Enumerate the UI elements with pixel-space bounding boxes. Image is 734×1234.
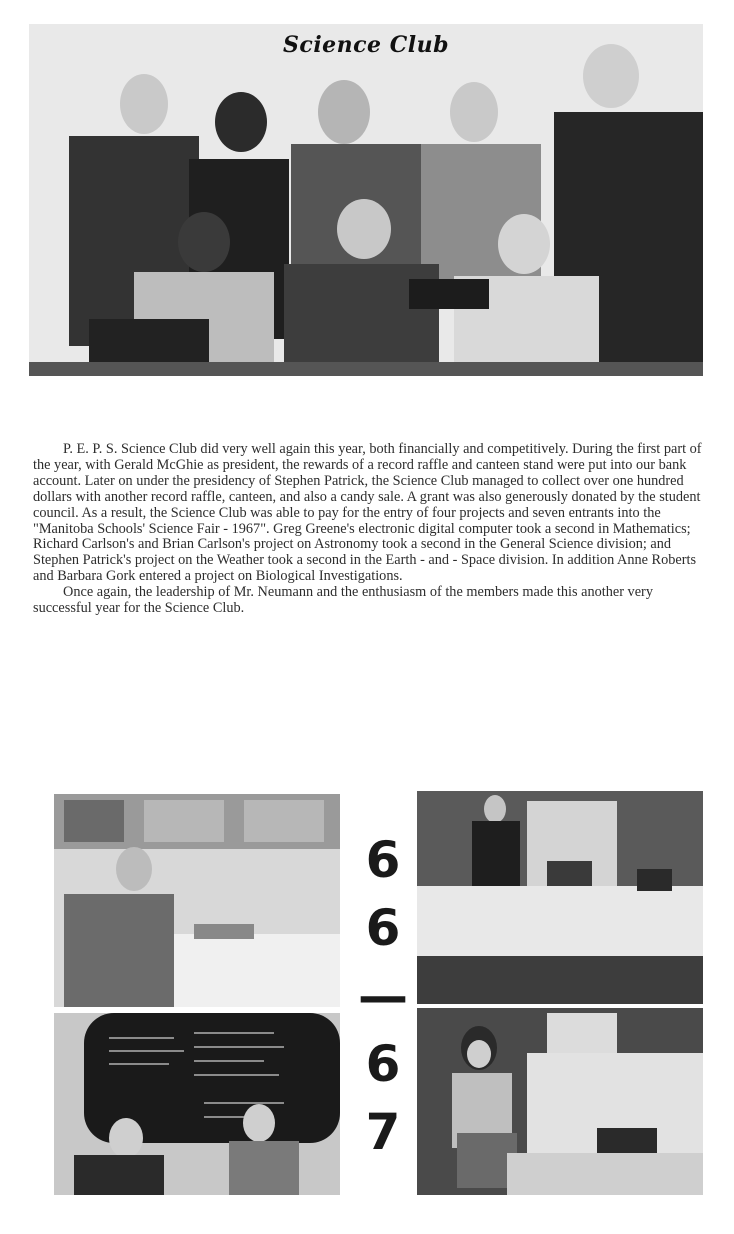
year-digit: 6 [365, 1035, 401, 1093]
year-digit: 6 [365, 899, 401, 957]
club-title: Science Club [283, 32, 449, 58]
student-at-desk-photo [54, 794, 340, 1007]
year-dash: — [358, 967, 408, 1025]
exhibit-booth-photo [417, 791, 703, 1004]
year-digit: 6 [365, 831, 401, 889]
article-paragraph-1: P. E. P. S. Science Club did very well again this year, both financially and competitively. During the first part of the year, with Gerald McGhie as president, the rewards of a record raffle and canteen stand were put into our bank account. Later on under the presidency of Stephen Patrick, the Science Club managed to collect over one hundred dollars with another record raffle, canteen, and also a candy sale. A grant was also generously donated by the student council. As a result, the Science Club was able to pay for the entry of four projects and seven entrants into the "Manitoba Schools' Science Fair - 1967". Greg Greene's electronic digital computer took a second in Mathematics; Richard Carlson's and Brian Carlson's project on Astronomy took a second in the General Science division; and Stephen Patrick's project on the Weather took a second in the Earth - and - Space division. In addition Anne Roberts and Barbara Gork entered a project on Biological Investigations. [33, 441, 702, 585]
group-photo-illustration [29, 24, 703, 376]
astronomy-board-photo [54, 1013, 340, 1195]
year-label [352, 826, 414, 1166]
club-group-photo [29, 24, 703, 376]
year-digit: 7 [365, 1103, 401, 1161]
girl-with-project-illustration [417, 1008, 703, 1195]
article-body [33, 442, 709, 617]
astronomy-board-illustration [54, 1013, 340, 1195]
exhibit-booth-illustration [417, 791, 703, 1004]
girl-with-project-photo [417, 1008, 703, 1195]
student-at-desk-illustration [54, 794, 340, 1007]
article-paragraph-2: Once again, the leadership of Mr. Neumann and the enthusiasm of the members made this another very successful year for the Science Club. [33, 584, 653, 617]
